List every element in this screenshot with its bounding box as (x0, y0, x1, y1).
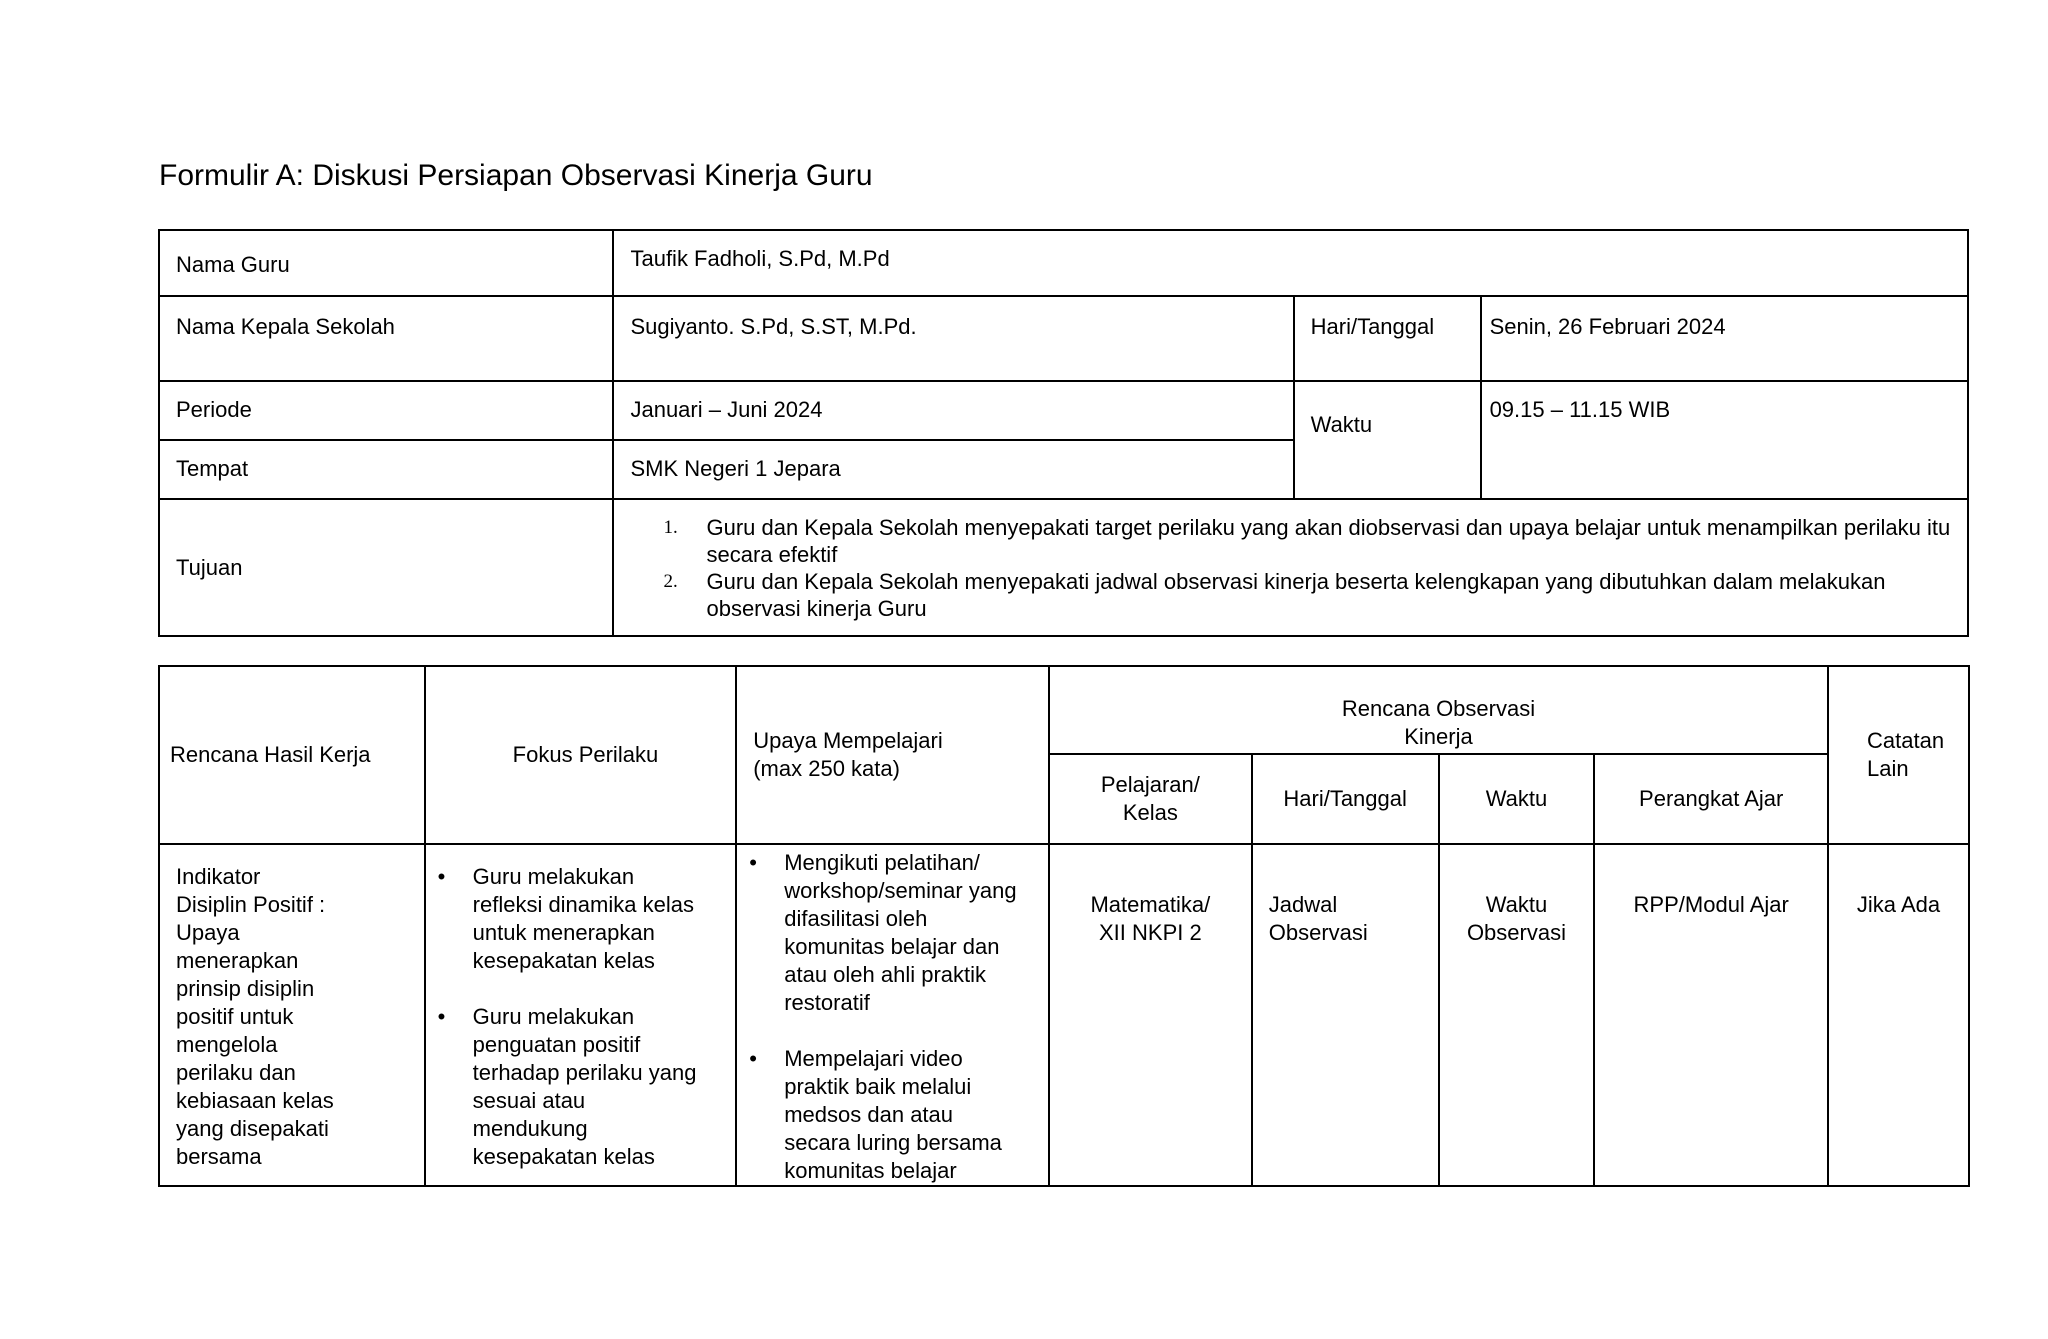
rencana-line: mengelola (176, 1032, 278, 1057)
value-hari-line1: Jadwal (1268, 892, 1338, 917)
label-periode: Periode (159, 381, 613, 440)
list-gap (426, 975, 730, 1003)
row-kepala-sekolah (159, 296, 1968, 381)
upaya-item-line: workshop/seminar yang (784, 878, 1017, 903)
plan-header-row (159, 666, 1969, 754)
value-waktu: 09.15 – 11.15 WIB (1481, 381, 1968, 499)
header-pelajaran-kelas (1049, 754, 1252, 844)
tujuan-item (630, 514, 1957, 568)
header-observasi-line1: Rencana Observasi (1341, 696, 1536, 721)
upaya-item-line: atau oleh ahli praktik (784, 962, 987, 987)
label-tempat: Tempat (159, 440, 613, 499)
bullet-icon: • (749, 850, 757, 875)
header-catatan-lain (1828, 666, 1969, 844)
rencana-text (176, 863, 418, 1171)
fokus-item-line: Guru melakukan (472, 864, 635, 889)
rencana-line: menerapkan (176, 948, 299, 973)
tujuan-text: Guru dan Kepala Sekolah menyepakati target perilaku yang akan diobservasi dan upaya belajar untuk menampilkan perilaku itu secara efektif (706, 515, 1951, 567)
header-catatan-line1: Catatan (1867, 728, 1945, 753)
label-kepala-sekolah: Nama Kepala Sekolah (159, 296, 613, 381)
upaya-item-line: komunitas belajar dan (784, 934, 1000, 959)
header-upaya-mempelajari (736, 666, 1049, 844)
tujuan-number: 2. (663, 571, 678, 592)
fokus-item (426, 863, 730, 975)
fokus-item (426, 1003, 730, 1171)
rencana-line: Upaya (176, 920, 240, 945)
fokus-item-line: kesepakatan kelas (472, 1144, 655, 1169)
upaya-item-line: difasilitasi oleh (784, 906, 928, 931)
value-tujuan (613, 499, 1968, 636)
fokus-item-line: untuk menerapkan (472, 920, 655, 945)
upaya-list (737, 849, 1044, 1185)
header-waktu: Waktu (1439, 754, 1595, 844)
upaya-item-line: restoratif (784, 990, 870, 1015)
upaya-item-line: praktik baik melalui (784, 1074, 972, 1099)
value-hari-tanggal: Senin, 26 Februari 2024 (1481, 296, 1968, 381)
cell-waktu (1439, 844, 1595, 1186)
value-tempat: SMK Negeri 1 Jepara (613, 440, 1293, 499)
rencana-line: positif untuk (176, 1004, 294, 1029)
row-tujuan (159, 499, 1968, 636)
rencana-line: Indikator (176, 864, 261, 889)
fokus-item-line: mendukung (472, 1116, 588, 1141)
row-nama-guru (159, 230, 1968, 296)
fokus-item-line: refleksi dinamika kelas (472, 892, 694, 917)
header-pelajaran-line2: Kelas (1122, 800, 1178, 825)
header-rencana-hasil-kerja: Rencana Hasil Kerja (159, 666, 425, 844)
header-fokus-perilaku: Fokus Perilaku (425, 666, 737, 844)
header-pelajaran-line1: Pelajaran/ (1100, 772, 1200, 797)
plan-data-row (159, 844, 1969, 1186)
header-upaya-line1: Upaya Mempelajari (753, 728, 943, 753)
header-catatan-line2: Lain (1867, 756, 1909, 781)
rencana-line: perilaku dan (176, 1060, 296, 1085)
header-observasi-line2: Kinerja (1404, 724, 1473, 749)
rencana-line: yang disepakati (176, 1116, 329, 1141)
upaya-item-line: Mempelajari video (784, 1046, 963, 1071)
value-pelajaran-line1: Matematika/ (1090, 892, 1211, 917)
value-periode: Januari – Juni 2024 (613, 381, 1293, 440)
tujuan-text: Guru dan Kepala Sekolah menyepakati jadwal observasi kinerja beserta kelengkapan yang dibutuhkan dalam melakukan observasi kinerja Guru (706, 569, 1886, 621)
header-hari-tanggal: Hari/Tanggal (1252, 754, 1439, 844)
fokus-item-line: Guru melakukan (472, 1004, 635, 1029)
plan-table (158, 665, 1970, 1187)
bullet-icon: • (437, 864, 446, 889)
fokus-item-line: kesepakatan kelas (472, 948, 655, 973)
value-nama-guru: Taufik Fadholi, S.Pd, M.Pd (613, 230, 1968, 296)
tujuan-item (630, 568, 1957, 622)
cell-catatan-lain: Jika Ada (1828, 844, 1969, 1186)
bullet-icon: • (437, 1004, 446, 1029)
rencana-line: prinsip disiplin (176, 976, 315, 1001)
label-nama-guru: Nama Guru (159, 230, 613, 296)
value-hari-line2: Observasi (1268, 920, 1368, 945)
row-periode (159, 381, 1968, 440)
upaya-item (737, 849, 1044, 1017)
cell-hari-tanggal (1252, 844, 1439, 1186)
cell-fokus-perilaku (425, 844, 737, 1186)
info-table (158, 229, 1969, 637)
upaya-item-line: Mengikuti pelatihan/ (784, 850, 980, 875)
list-gap (737, 1017, 1044, 1045)
upaya-item-line: komunitas belajar (784, 1158, 957, 1183)
label-hari-tanggal: Hari/Tanggal (1294, 296, 1481, 381)
fokus-list (426, 863, 730, 1171)
rencana-line: bersama (176, 1144, 262, 1169)
bullet-icon: • (749, 1046, 757, 1071)
upaya-item (737, 1045, 1044, 1185)
header-upaya-line2: (max 250 kata) (753, 756, 900, 781)
upaya-item-line: secara luring bersama (784, 1130, 1002, 1155)
upaya-item-line: medsos dan atau (784, 1102, 954, 1127)
label-tujuan: Tujuan (159, 499, 613, 636)
tujuan-number: 1. (663, 517, 678, 538)
header-perangkat-ajar: Perangkat Ajar (1594, 754, 1828, 844)
rencana-line: Disiplin Positif : (176, 892, 326, 917)
tujuan-list (630, 514, 1957, 622)
fokus-item-line: sesuai atau (472, 1088, 586, 1113)
cell-rencana-hasil-kerja (159, 844, 425, 1186)
label-waktu: Waktu (1294, 381, 1481, 499)
cell-perangkat-ajar: RPP/Modul Ajar (1594, 844, 1828, 1186)
cell-upaya-mempelajari (736, 844, 1049, 1186)
value-pelajaran-line2: XII NKPI 2 (1099, 920, 1202, 945)
value-waktu-line2: Observasi (1466, 920, 1566, 945)
cell-pelajaran-kelas (1049, 844, 1252, 1186)
rencana-line: kebiasaan kelas (176, 1088, 334, 1113)
page-title: Formulir A: Diskusi Persiapan Observasi Kinerja Guru (159, 159, 873, 192)
header-rencana-observasi (1049, 666, 1828, 754)
value-kepala-sekolah: Sugiyanto. S.Pd, S.ST, M.Pd. (613, 296, 1293, 381)
fokus-item-line: terhadap perilaku yang (472, 1060, 697, 1085)
fokus-item-line: penguatan positif (472, 1032, 641, 1057)
value-waktu-line1: Waktu (1485, 892, 1548, 917)
